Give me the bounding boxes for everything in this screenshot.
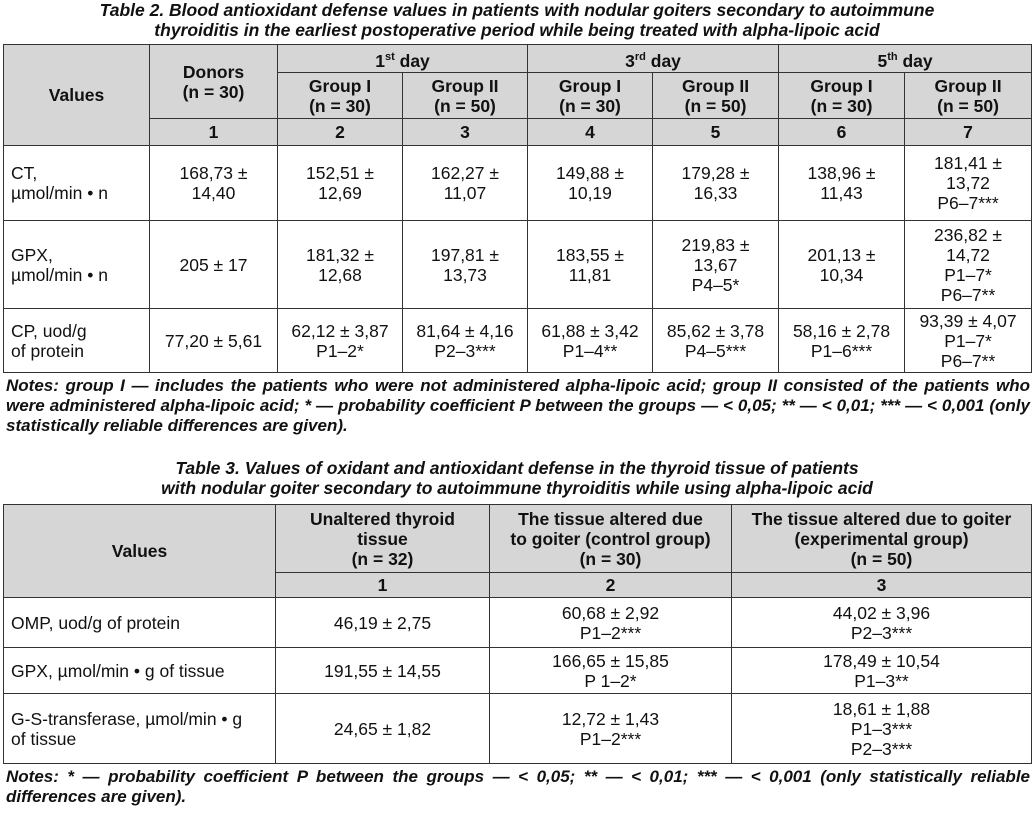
table3-header-col1: Unaltered thyroid tissue (n = 32) [276,505,490,573]
table2-header-day1-group2: Group II (n = 50) [403,73,528,119]
table3 [3,504,1032,764]
data-cell: 181,32 ± 12,68 [278,221,403,309]
table2-header-day3: 3rd day [528,45,779,73]
table2-col-number: 4 [528,119,653,146]
data-cell: 178,49 ± 10,54 P1–3** [732,648,1032,694]
data-cell: 183,55 ± 11,81 [528,221,653,309]
table-row [4,146,1032,221]
table2-header-day5: 5th day [779,45,1032,73]
table2-header-day5-group2: Group II (n = 50) [905,73,1032,119]
table3-caption-line2: with nodular goiter secondary to autoimmune thyroiditis while using alpha-lipoic acid [161,478,873,498]
row-label: OMP, uod/g of protein [4,598,276,648]
table2-caption-line2: thyroiditis in the earliest postoperative period while being treated with alpha-lipoic acid [154,20,880,40]
data-cell: 168,73 ± 14,40 [150,146,278,221]
table-row [4,221,1032,309]
data-cell: 219,83 ± 13,67 P4–5* [653,221,779,309]
table2-col-number: 2 [278,119,403,146]
table3-caption [0,458,1034,498]
data-cell: 46,19 ± 2,75 [276,598,490,648]
table3-header-col2: The tissue altered due to goiter (control group) (n = 30) [490,505,732,573]
data-cell: 85,62 ± 3,78 P4–5*** [653,309,779,373]
data-cell: 138,96 ± 11,43 [779,146,905,221]
table2-body [4,146,1032,373]
table2-header-values: Values [4,45,150,146]
table2-header-day3-group2: Group II (n = 50) [653,73,779,119]
data-cell: 62,12 ± 3,87 P1–2* [278,309,403,373]
data-cell: 77,20 ± 5,61 [150,309,278,373]
data-cell: 61,88 ± 3,42 P1–4** [528,309,653,373]
table2-col-number: 3 [403,119,528,146]
data-cell: 81,64 ± 4,16 P2–3*** [403,309,528,373]
table3-col-number: 1 [276,573,490,598]
data-cell: 149,88 ± 10,19 [528,146,653,221]
data-cell: 12,72 ± 1,43 P1–2*** [490,694,732,764]
table2-header-donors: Donors (n = 30) [150,45,278,119]
table2-col-number: 5 [653,119,779,146]
table2-header-row-days [4,45,1032,73]
data-cell: 236,82 ± 14,72 P1–7* P6–7** [905,221,1032,309]
table-row [4,694,1032,764]
table2-notes: Notes: group I — includes the patients who were not administered alpha-lipoic acid; group II consisted of the patients who were administered alpha-lipoic acid; * — probability coefficient P between the groups — < 0,05; ** — < 0,01; *** — < 0,001 (only statistically reliable differences are given). [6,376,1030,435]
data-cell: 191,55 ± 14,55 [276,648,490,694]
row-label: G-S-transferase, µmol/min • g of tissue [4,694,276,764]
table3-header-col3: The tissue altered due to goiter (experimental group) (n = 50) [732,505,1032,573]
data-cell: 197,81 ± 13,73 [403,221,528,309]
data-cell: 162,27 ± 11,07 [403,146,528,221]
row-label: GPX, µmol/min • n [4,221,150,309]
table-row [4,598,1032,648]
data-cell: 24,65 ± 1,82 [276,694,490,764]
table3-body [4,598,1032,764]
table3-caption-line1: Table 3. Values of oxidant and antioxidant defense in the thyroid tissue of patients [175,458,859,478]
table-row [4,648,1032,694]
table2-header-row-numbers [4,119,1032,146]
data-cell: 60,68 ± 2,92 P1–2*** [490,598,732,648]
data-cell: 44,02 ± 3,96 P2–3*** [732,598,1032,648]
data-cell: 205 ± 17 [150,221,278,309]
table2-caption [0,0,1034,40]
data-cell: 166,65 ± 15,85 P 1–2* [490,648,732,694]
table3-notes: Notes: * — probability coefficient P between the groups — < 0,05; ** — < 0,01; *** — < 0,001 (only statistically reliable differences are given). [6,767,1030,806]
data-cell: 181,41 ± 13,72 P6–7*** [905,146,1032,221]
table2-header-day5-group1: Group I (n = 30) [779,73,905,119]
table2-header-day1-group1: Group I (n = 30) [278,73,403,119]
data-cell: 58,16 ± 2,78 P1–6*** [779,309,905,373]
table3-col-number: 3 [732,573,1032,598]
table-row [4,309,1032,373]
table3-header-values: Values [4,505,276,598]
table2-col-number: 7 [905,119,1032,146]
row-label: CT, µmol/min • n [4,146,150,221]
table2-caption-line1: Table 2. Blood antioxidant defense values in patients with nodular goiters secondary to autoimmune [99,0,935,20]
data-cell: 152,51 ± 12,69 [278,146,403,221]
table2-col-number: 6 [779,119,905,146]
data-cell: 18,61 ± 1,88 P1–3*** P2–3*** [732,694,1032,764]
table2-col-number: 1 [150,119,278,146]
table2-header-day3-group1: Group I (n = 30) [528,73,653,119]
data-cell: 93,39 ± 4,07 P1–7* P6–7** [905,309,1032,373]
table3-header-row [4,505,1032,573]
row-label: GPX, µmol/min • g of tissue [4,648,276,694]
table2 [3,44,1032,373]
table3-col-number: 2 [490,573,732,598]
row-label: CP, uod/g of protein [4,309,150,373]
data-cell: 179,28 ± 16,33 [653,146,779,221]
data-cell: 201,13 ± 10,34 [779,221,905,309]
table2-header-day1: 1st day [278,45,528,73]
